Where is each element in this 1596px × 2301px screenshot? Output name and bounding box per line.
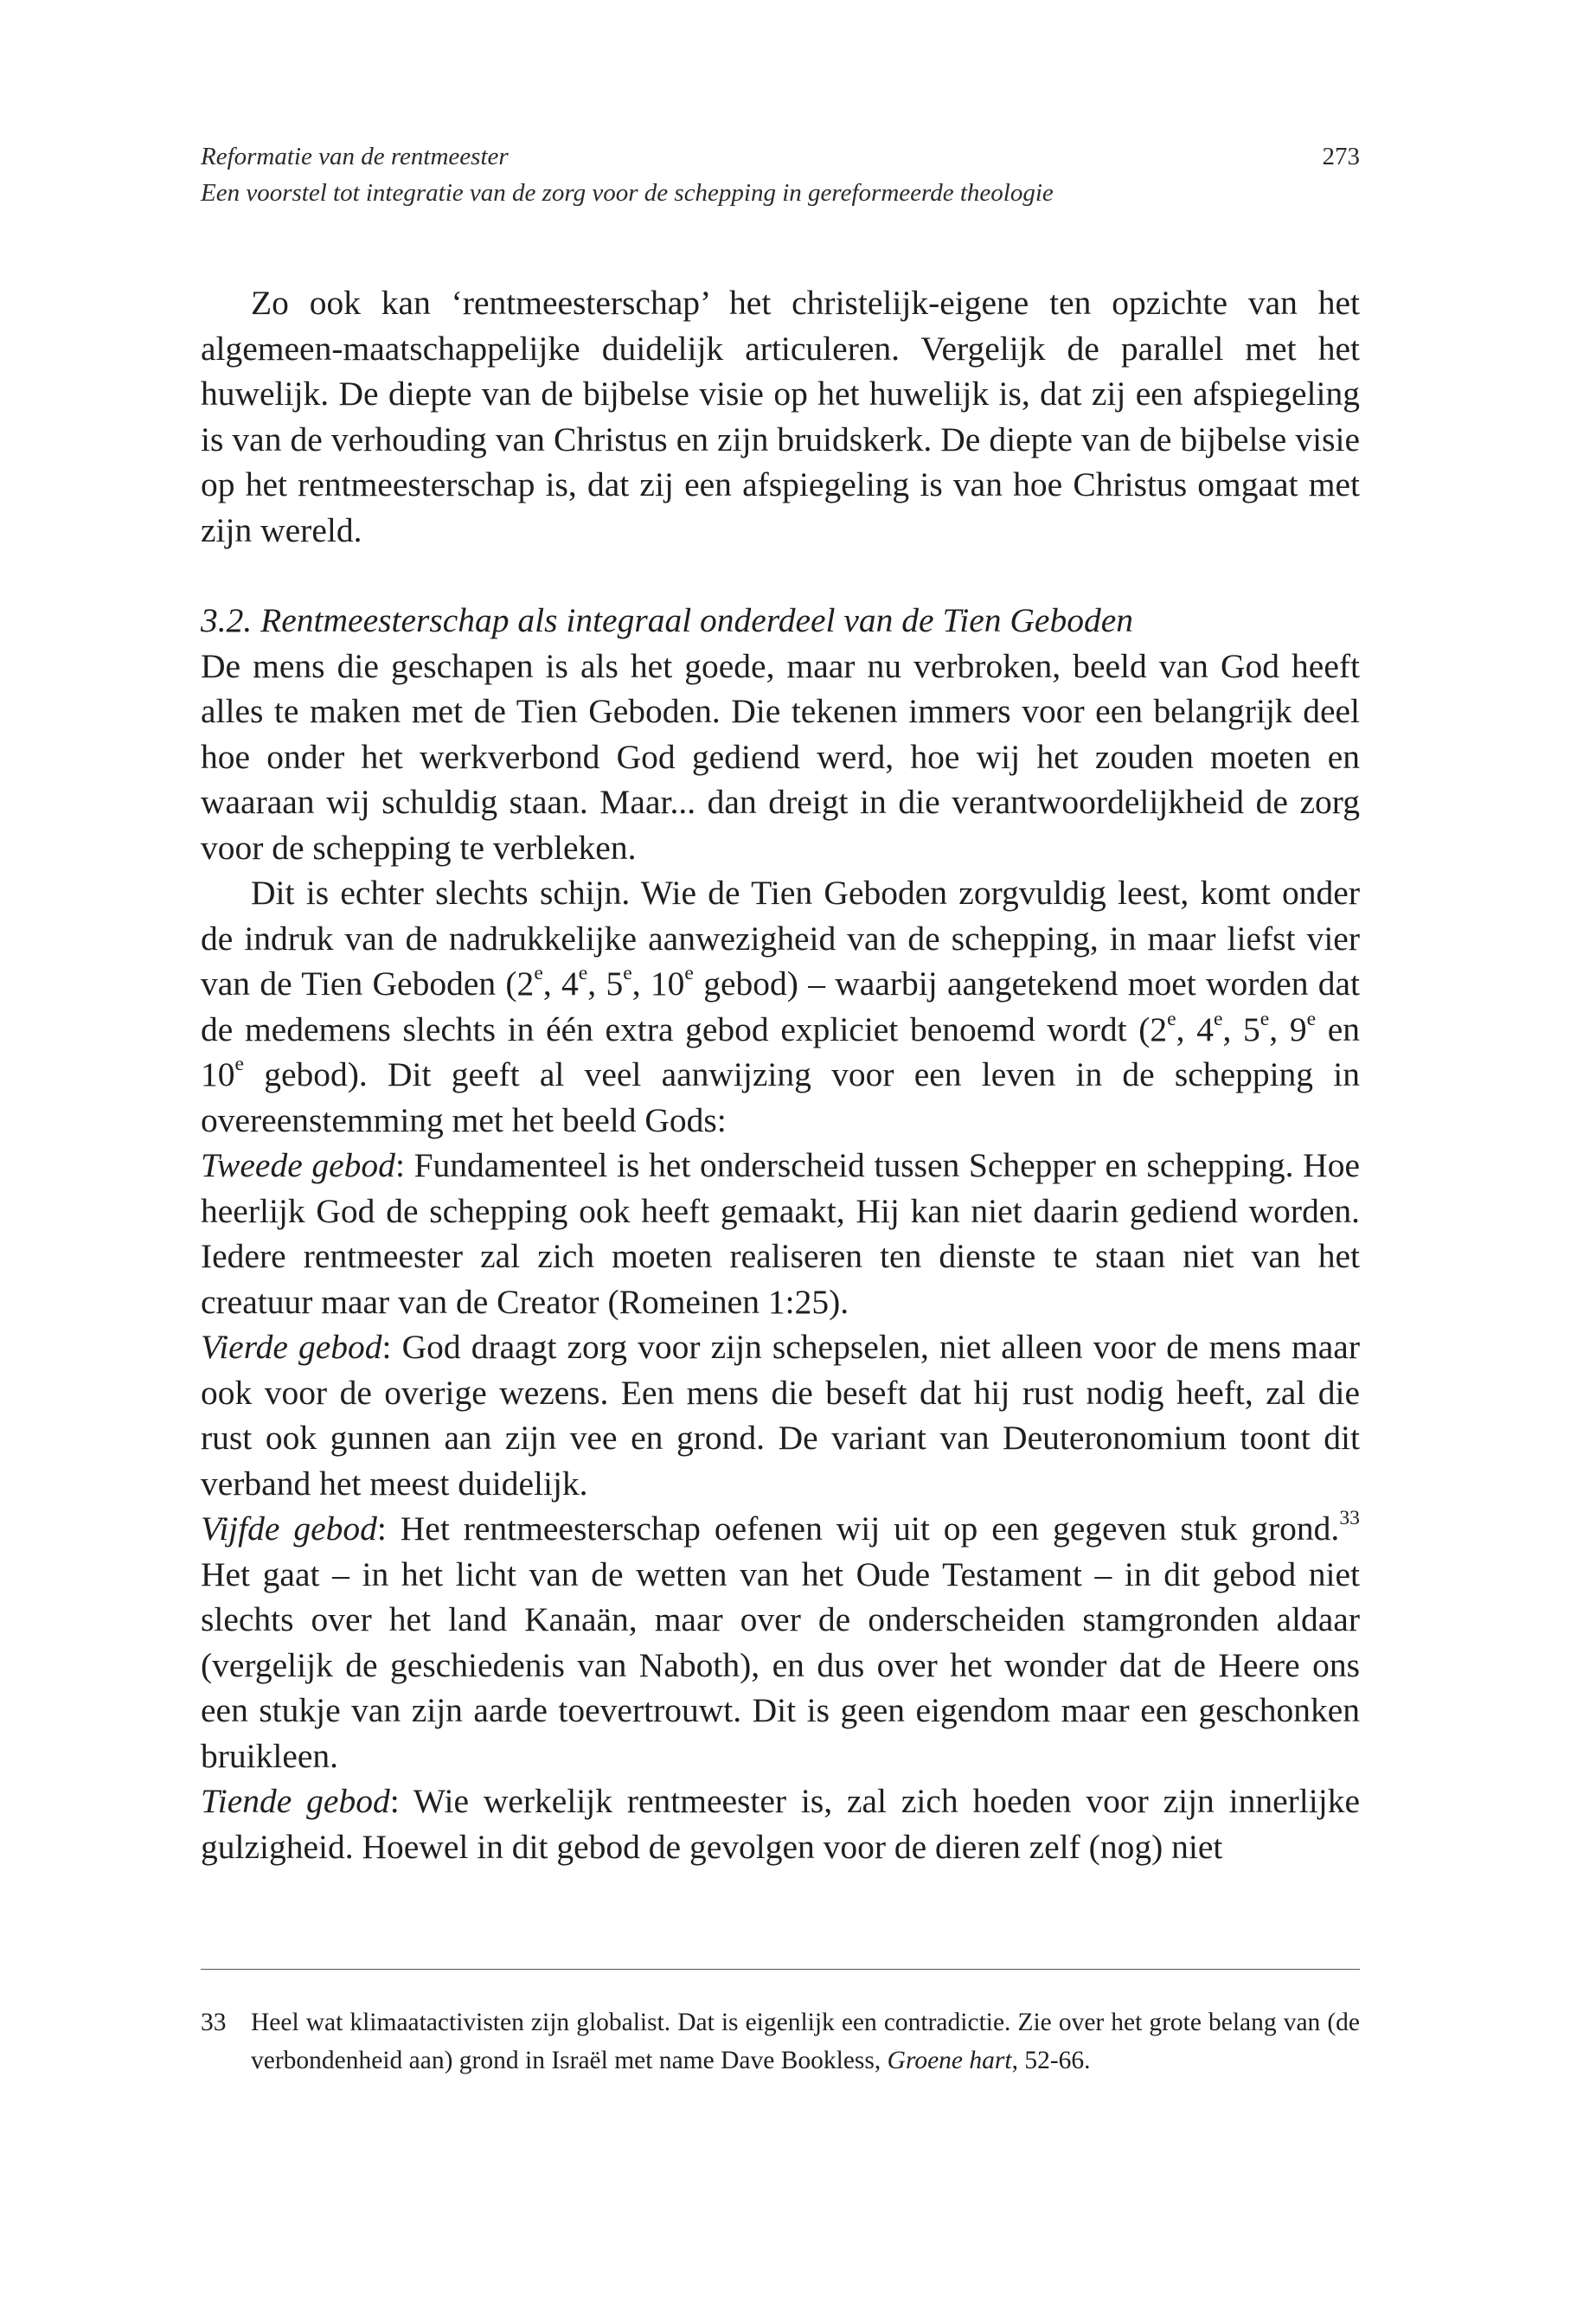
text-run: , 10 — [631, 965, 685, 1003]
commandment-label: Tweede gebod — [201, 1146, 395, 1184]
paragraph-vierde-gebod — [201, 1324, 1360, 1506]
ordinal-superscript: e — [684, 962, 694, 985]
running-head-subtitle: Een voorstel tot integratie van de zorg voor de schepping in gereformeerde theologie — [201, 179, 1054, 207]
commandment-label: Vierde gebod — [201, 1328, 382, 1366]
footnote-divider — [201, 1969, 1360, 1970]
commandment-text: : Het rentmeesterschap oefenen wij uit op een gegeven stuk grond. — [376, 1509, 1340, 1548]
ordinal-superscript: e — [534, 962, 543, 985]
running-head-title: Reformatie van de rentmeester — [201, 143, 509, 170]
footnote-number: 33 — [201, 2009, 227, 2036]
footnote-reference[interactable]: 33 — [1339, 1507, 1360, 1530]
ordinal-superscript: e — [623, 962, 632, 985]
ordinal-superscript: e — [234, 1053, 245, 1076]
paragraph-tweede-gebod — [201, 1143, 1360, 1324]
ordinal-superscript: e — [1306, 1007, 1317, 1030]
section-heading: 3.2. Rentmeesterschap als integraal onderdeel van de Tien Geboden — [201, 601, 1133, 639]
paragraph-rentmeesterschap: Zo ook kan ‘rentmeesterschap’ het christelijk-eigene ten opzichte van het algemeen-maatschappelijke duidelijk articuleren. Vergelijk de parallel met het huwelijk. De diepte van de bijbelse visie op het huwelijk is, dat zij een afspiegeling is van de verhouding van Christus en zijn bruidskerk. De diepte van de bijbelse visie op het rentmeesterschap is, dat zij een afspiegeling is van hoe Christus omgaat met zijn wereld. — [201, 284, 1360, 549]
ordinal-superscript: e — [578, 962, 588, 985]
footnote-book-title: Groene hart — [887, 2047, 1012, 2074]
commandment-label: Vijfde gebod — [201, 1509, 377, 1548]
commandment-text: : Wie werkelijk rentmeester is, zal zich hoeden voor zijn innerlijke gulzigheid. Hoewel in dit gebod de gevolgen voor de dieren zelf (nog) niet — [201, 1782, 1361, 1866]
paragraph-tien-geboden: De mens die geschapen is als het goede, maar nu verbroken, beeld van God heeft alles te maken met de Tien Geboden. Die tekenen immers voor een belangrijk deel hoe onder het werkverbond God gediend werd, hoe wij het zouden moeten en waaraan wij schuldig staan. Maar... dan dreigt in die verantwoordelijkheid de zorg voor de schepping te verbleken. — [201, 646, 1360, 867]
text-run: , 5 — [587, 965, 624, 1003]
running-head — [201, 138, 1360, 211]
commandment-text: Het gaat – in het licht van de wetten van het Oude Testament – in dit gebod niet slechts over het land Kanaän, maar over de onderscheiden stamgronden aldaar (vergelijk de geschiedenis van Naboth), en dus over het wonder dat de Heere ons een stukje van zijn aarde toevertrouwt. Dit is geen eigendom maar een geschonken bruikleen. — [201, 1554, 1360, 1775]
footnote-33 — [201, 2003, 1360, 2080]
paragraph-tiende-gebod — [201, 1779, 1360, 1869]
body-text — [201, 280, 1360, 1869]
text-run: en 10 — [201, 1009, 1361, 1093]
text-run: , 5 — [1222, 1009, 1260, 1048]
commandment-text: : Fundamenteel is het onderscheid tussen Schepper en schepping. Hoe heerlijk God de schepping ook heeft gemaakt, Hij kan niet daarin gediend worden. Iedere rentmeester zal zich moeten realiseren ten dienste te staan niet van het creatuur maar van de Creator (Romeinen 1:25). — [201, 1146, 1360, 1321]
commandment-label: Tiende gebod — [201, 1782, 390, 1820]
page — [201, 138, 1360, 1869]
text-run: , 9 — [1269, 1009, 1307, 1048]
text-run: Dit is echter slechts schijn. Wie de Tien Geboden zorgvuldig leest, komt onder de indruk van de nadrukkelijke aanwezigheid van de schepping, in maar liefst vier van de Tien Geboden (2 — [201, 874, 1360, 1003]
paragraph-schijn — [201, 870, 1360, 1143]
footnote-text-run: , 52-66. — [1011, 2047, 1091, 2074]
ordinal-superscript: e — [1213, 1007, 1223, 1030]
text-run: gebod) – waarbij aangetekend moet worden dat de medemens slechts in één extra gebod expliciet benoemd wordt (2 — [201, 965, 1361, 1048]
paragraph-vijfde-gebod — [201, 1506, 1360, 1779]
page-number: 273 — [1322, 143, 1360, 170]
text-run: , 4 — [1176, 1009, 1214, 1048]
text-run: , 4 — [542, 965, 579, 1003]
footnote-text — [251, 2003, 1360, 2080]
text-run: gebod). Dit geeft al veel aanwijzing voor een leven in de schepping in overeenstemming met het beeld Gods: — [201, 1055, 1360, 1139]
footnote-text-run: Heel wat klimaatactivisten zijn globalist. Dat is eigenlijk een contradictie. Zie over het grote belang van (de verbondenheid aan) grond in Israël met name Dave Bookless, — [251, 2009, 1360, 2074]
commandment-text: : God draagt zorg voor zijn schepselen, niet alleen voor de mens maar ook voor de overige wezens. Een mens die beseft dat hij rust nodig heeft, zal die rust ook gunnen aan zijn vee en grond. De variant van Deuteronomium toont dit verband het meest duidelijk. — [201, 1328, 1360, 1503]
ordinal-superscript: e — [1167, 1007, 1176, 1030]
ordinal-superscript: e — [1259, 1007, 1270, 1030]
